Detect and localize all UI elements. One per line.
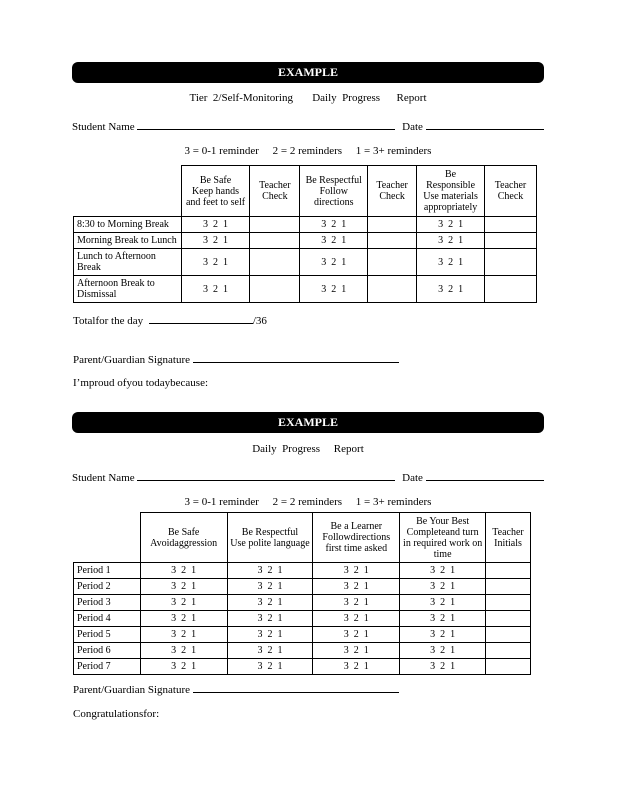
form1-banner: EXAMPLE — [72, 62, 544, 83]
rating-cell[interactable]: 3 2 1 — [227, 627, 313, 643]
rating-cell[interactable]: 3 2 1 — [400, 659, 486, 675]
form1-total-label: Totalfor the day — [73, 315, 144, 327]
form2-header-row — [74, 513, 531, 563]
check-cell[interactable] — [368, 276, 417, 303]
check-cell[interactable] — [486, 611, 531, 627]
table-row — [74, 659, 531, 675]
rating-cell[interactable]: 3 2 1 — [417, 249, 485, 276]
table-row — [74, 595, 531, 611]
check-cell[interactable] — [486, 659, 531, 675]
rating-cell[interactable]: 3 2 1 — [400, 595, 486, 611]
check-cell[interactable] — [485, 233, 537, 249]
form1-date-label: Date — [402, 121, 423, 133]
form1-total-suffix: /36 — [252, 315, 267, 327]
form2-congrats-label: Congratulationsfor: — [73, 708, 160, 720]
form2-table — [73, 512, 531, 675]
rating-cell[interactable]: 3 2 1 — [227, 659, 313, 675]
check-cell[interactable] — [486, 627, 531, 643]
rating-cell[interactable]: 3 2 1 — [227, 579, 313, 595]
form1-scale: 3 = 0-1 reminder 2 = 2 reminders 1 = 3+ reminders — [184, 145, 432, 157]
form1-total-field[interactable] — [149, 312, 253, 324]
check-cell[interactable] — [486, 643, 531, 659]
rating-cell[interactable]: 3 2 1 — [400, 643, 486, 659]
row-label: Period 3 — [74, 595, 141, 611]
rating-cell[interactable]: 3 2 1 — [140, 579, 227, 595]
row-label: Period 1 — [74, 563, 141, 579]
form1-column-header: Be Responsible Use materials appropriately — [417, 166, 485, 217]
form2-column-header: Be a Learner Followdirections first time asked — [313, 513, 400, 563]
check-cell[interactable] — [368, 217, 417, 233]
form1-student-row — [72, 118, 548, 133]
form2-scale: 3 = 0-1 reminder 2 = 2 reminders 1 = 3+ reminders — [184, 496, 432, 508]
table-row — [74, 249, 537, 276]
form1-signature-field[interactable] — [193, 351, 399, 363]
form1-total-row — [73, 312, 267, 327]
form2-column-header: Be Respectful Use polite language — [227, 513, 313, 563]
check-cell[interactable] — [250, 217, 300, 233]
form2-column-header: Be Safe Avoidaggression — [140, 513, 227, 563]
rating-cell[interactable]: 3 2 1 — [313, 627, 400, 643]
form2-title: Daily Progress Report — [252, 443, 364, 455]
check-cell[interactable] — [250, 276, 300, 303]
rating-cell[interactable]: 3 2 1 — [140, 643, 227, 659]
form1-column-header: Be Safe Keep hands and feet to self — [181, 166, 250, 217]
check-cell[interactable] — [486, 563, 531, 579]
form1-column-header: Teacher Check — [485, 166, 537, 217]
rating-cell[interactable]: 3 2 1 — [140, 611, 227, 627]
row-label: Period 2 — [74, 579, 141, 595]
form1-corner-cell — [74, 166, 182, 217]
check-cell[interactable] — [485, 217, 537, 233]
table-row — [74, 627, 531, 643]
rating-cell[interactable]: 3 2 1 — [300, 249, 368, 276]
table-row — [74, 276, 537, 303]
form2-date-label: Date — [402, 472, 423, 484]
row-label: Period 5 — [74, 627, 141, 643]
form1-table — [73, 165, 537, 303]
rating-cell[interactable]: 3 2 1 — [227, 643, 313, 659]
check-cell[interactable] — [486, 579, 531, 595]
form2-signature-field[interactable] — [193, 681, 399, 693]
row-label: Morning Break to Lunch — [74, 233, 182, 249]
form1-student-label: Student Name — [72, 121, 135, 133]
rating-cell[interactable]: 3 2 1 — [417, 276, 485, 303]
form1-student-name-field[interactable] — [137, 118, 395, 130]
form2-signature-row — [73, 681, 399, 696]
rating-cell[interactable]: 3 2 1 — [400, 579, 486, 595]
form2-banner: EXAMPLE — [72, 412, 544, 433]
check-cell[interactable] — [250, 233, 300, 249]
form1-signature-row — [73, 351, 399, 366]
row-label: Period 6 — [74, 643, 141, 659]
form2-column-header: Be Your Best Completeand turn in required work on time — [400, 513, 486, 563]
form2-student-name-field[interactable] — [137, 469, 395, 481]
rating-cell[interactable]: 3 2 1 — [313, 611, 400, 627]
form1-date-field[interactable] — [426, 118, 544, 130]
check-cell[interactable] — [485, 276, 537, 303]
form1-column-header: Be Respectful Follow directions — [300, 166, 368, 217]
form1-proud-label: I’mproud ofyou todaybecause: — [73, 377, 209, 389]
rating-cell[interactable]: 3 2 1 — [181, 233, 250, 249]
form1-title: Tier 2/Self-Monitoring Daily Progress Report — [189, 92, 427, 104]
rating-cell[interactable]: 3 2 1 — [140, 659, 227, 675]
form2-column-header: Teacher Initials — [486, 513, 531, 563]
check-cell[interactable] — [486, 595, 531, 611]
table-row — [74, 611, 531, 627]
check-cell[interactable] — [485, 249, 537, 276]
form1-column-header: Teacher Check — [368, 166, 417, 217]
rating-cell[interactable]: 3 2 1 — [181, 249, 250, 276]
table-row — [74, 233, 537, 249]
rating-cell[interactable]: 3 2 1 — [181, 276, 250, 303]
form2-signature-label: Parent/Guardian Signature — [73, 684, 190, 696]
table-row — [74, 643, 531, 659]
rating-cell[interactable]: 3 2 1 — [227, 563, 313, 579]
form1-column-header: Teacher Check — [250, 166, 300, 217]
rating-cell[interactable]: 3 2 1 — [400, 563, 486, 579]
table-row — [74, 579, 531, 595]
rating-cell[interactable]: 3 2 1 — [227, 611, 313, 627]
rating-cell[interactable]: 3 2 1 — [300, 276, 368, 303]
check-cell[interactable] — [250, 249, 300, 276]
rating-cell[interactable]: 3 2 1 — [140, 563, 227, 579]
rating-cell[interactable]: 3 2 1 — [181, 217, 250, 233]
rating-cell[interactable]: 3 2 1 — [400, 627, 486, 643]
row-label: Afternoon Break to Dismissal — [74, 276, 182, 303]
rating-cell[interactable]: 3 2 1 — [417, 217, 485, 233]
rating-cell[interactable]: 3 2 1 — [313, 595, 400, 611]
check-cell[interactable] — [368, 233, 417, 249]
table-row — [74, 563, 531, 579]
rating-cell[interactable]: 3 2 1 — [417, 233, 485, 249]
row-label: Lunch to Afternoon Break — [74, 249, 182, 276]
form1-header-row — [74, 166, 537, 217]
form2-student-label: Student Name — [72, 472, 135, 484]
check-cell[interactable] — [368, 249, 417, 276]
rating-cell[interactable]: 3 2 1 — [313, 563, 400, 579]
rating-cell[interactable]: 3 2 1 — [400, 611, 486, 627]
form1-signature-label: Parent/Guardian Signature — [73, 354, 190, 366]
rating-cell[interactable]: 3 2 1 — [300, 233, 368, 249]
row-label: Period 4 — [74, 611, 141, 627]
table-row — [74, 217, 537, 233]
row-label: 8:30 to Morning Break — [74, 217, 182, 233]
form2-date-field[interactable] — [426, 469, 544, 481]
row-label: Period 7 — [74, 659, 141, 675]
form2-corner-cell — [74, 513, 141, 563]
rating-cell[interactable]: 3 2 1 — [313, 643, 400, 659]
rating-cell[interactable]: 3 2 1 — [313, 579, 400, 595]
form2-student-row — [72, 469, 548, 484]
rating-cell[interactable]: 3 2 1 — [140, 627, 227, 643]
rating-cell[interactable]: 3 2 1 — [227, 595, 313, 611]
rating-cell[interactable]: 3 2 1 — [300, 217, 368, 233]
rating-cell[interactable]: 3 2 1 — [313, 659, 400, 675]
rating-cell[interactable]: 3 2 1 — [140, 595, 227, 611]
